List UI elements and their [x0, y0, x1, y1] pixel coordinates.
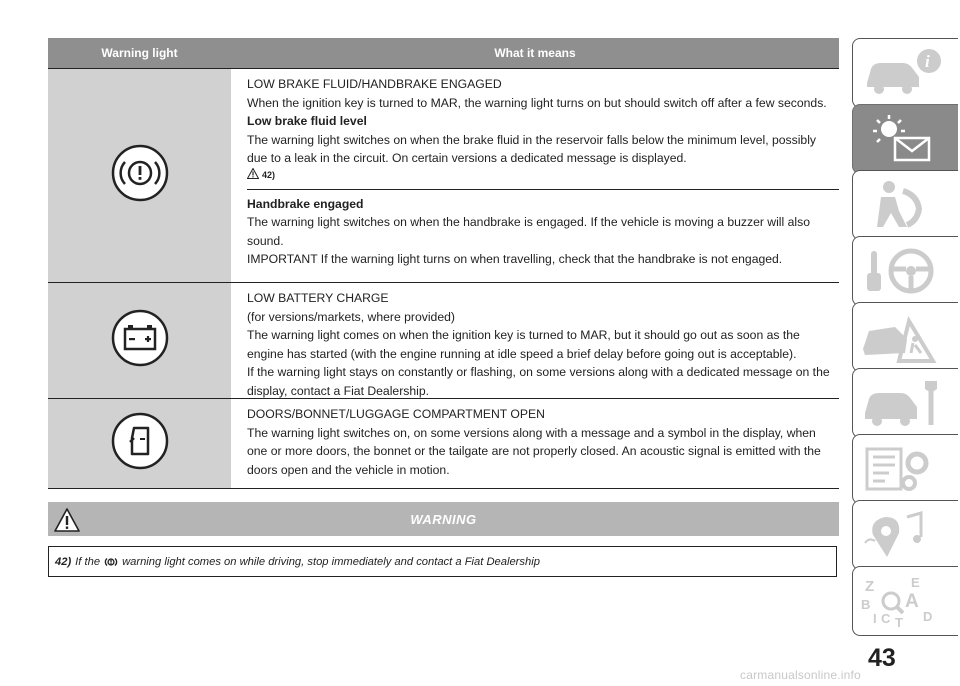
warning-triangle-icon [247, 168, 259, 183]
tab-car-info[interactable] [852, 38, 958, 108]
page-number: 43 [868, 644, 896, 672]
warning-text-before: If the [75, 555, 101, 568]
technical-data-icon [859, 441, 955, 497]
tab-technical-data[interactable] [852, 434, 958, 504]
sub-section [247, 189, 839, 269]
light-title: LOW BATTERY CHARGE [247, 291, 389, 305]
tab-safety[interactable] [852, 170, 958, 240]
description-text: IMPORTANT If the warning light turns on when travelling, check that the handbrake is not engaged. [247, 252, 783, 266]
tab-index[interactable] [852, 566, 958, 636]
battery-icon [110, 308, 170, 373]
index-icon [859, 573, 955, 629]
table-header [48, 38, 839, 68]
svg-text:Z: Z [865, 578, 875, 595]
header-warning-light: Warning light [101, 46, 178, 60]
icon-cell [48, 283, 231, 398]
svg-text:D: D [923, 609, 933, 624]
table-row [48, 68, 839, 282]
warning-triangle-icon [54, 508, 80, 537]
watermark: carmanualsonline.info [740, 668, 861, 682]
svg-text:B: B [861, 597, 871, 612]
warning-note [48, 546, 837, 577]
description-text: (for versions/markets, where provided) [247, 309, 455, 324]
tab-maintenance[interactable] [852, 368, 958, 438]
header-what-it-means: What it means [494, 46, 576, 60]
table-row [48, 398, 839, 489]
svg-text:i: i [925, 52, 930, 71]
tab-warning-lights[interactable] [852, 104, 958, 174]
starting-driving-icon [859, 243, 955, 299]
description-text: The warning light comes on when the ignition key is turned to MAR, but it should go out as soon as the engine has started (with the engine running at idle speed a brief delay before going out is acceptable). [247, 328, 800, 361]
table-row [48, 282, 839, 398]
multimedia-icon [859, 507, 955, 563]
subheading: Handbrake engaged [247, 196, 364, 211]
tab-emergency[interactable] [852, 302, 958, 372]
description-text: When the ignition key is turned to MAR, the warning light turns on but should switch off after a few seconds. [247, 95, 827, 110]
light-title: LOW BRAKE FLUID/HANDBRAKE ENGAGED [247, 77, 502, 91]
icon-cell [48, 399, 231, 488]
description-text: The warning light switches on when the brake fluid in the reservoir falls below the minimum level, possibly due to a leak in the circuit. On certain versions a dedicated message is displayed. [247, 132, 817, 165]
car-info-icon [859, 45, 955, 101]
brake-warning-icon [103, 554, 119, 570]
svg-text:C: C [881, 611, 891, 626]
warning-number: 42) [55, 555, 72, 568]
warning-title: WARNING [410, 511, 477, 527]
door-open-icon [110, 411, 170, 476]
description-cell [231, 69, 839, 282]
warning-lights-icon [859, 111, 955, 167]
tab-starting-driving[interactable] [852, 236, 958, 306]
tab-multimedia[interactable] [852, 500, 958, 570]
light-title: DOORS/BONNET/LUGGAGE COMPARTMENT OPEN [247, 407, 545, 421]
reference-number: 42) [262, 170, 276, 180]
description-cell [231, 283, 839, 398]
svg-text:E: E [911, 575, 920, 590]
description-text: The warning light switches on when the handbrake is engaged. If the vehicle is moving a buzzer will also sound. [247, 215, 810, 248]
warning-text-after: warning light comes on while driving, stop immediately and contact a Fiat Dealership [122, 555, 540, 568]
description-text: The warning light switches on, on some versions along with a message and a symbol in the display, when one or more doors, the bonnet or the tailgate are not properly closed. An acoustic signal is emitted with the doors open and the vehicle in motion. [247, 425, 821, 477]
svg-text:A: A [905, 591, 919, 612]
description-cell [231, 399, 839, 488]
warning-lights-table [48, 38, 839, 489]
description-text: If the warning light stays on constantly or flashing, on some versions along with a dedicated message on the display, contact a Fiat Dealership. [247, 365, 830, 398]
maintenance-icon [859, 375, 955, 431]
svg-text:T: T [895, 615, 903, 629]
emergency-icon [859, 309, 955, 365]
warning-reference [247, 168, 839, 183]
safety-icon [859, 177, 955, 233]
brake-warning-icon [110, 143, 170, 208]
warning-banner [48, 502, 839, 536]
icon-cell [48, 69, 231, 282]
subheading: Low brake fluid level [247, 114, 367, 128]
svg-text:I: I [873, 611, 877, 626]
